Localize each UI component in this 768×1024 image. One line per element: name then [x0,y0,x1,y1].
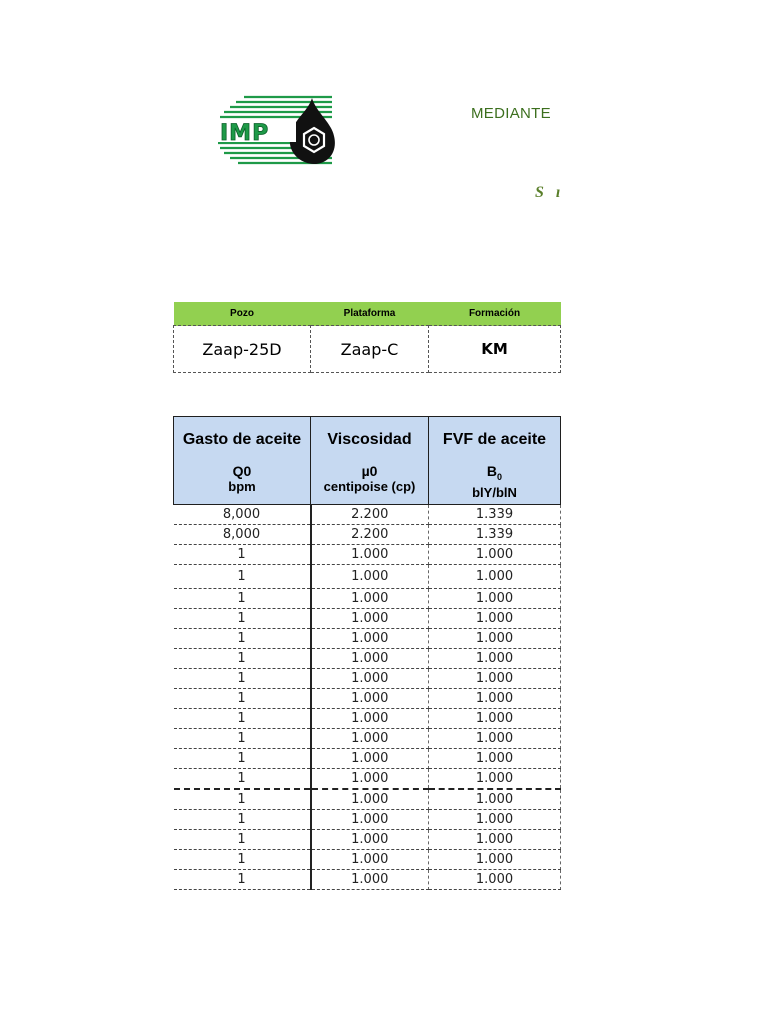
table-row [174,545,561,565]
svg-text:IMP: IMP [220,121,270,146]
fvf-cell: 1.000 [429,609,561,629]
header-symbol: µ0 [361,463,378,479]
gasto-cell: 1 [174,870,311,890]
header-gasto-de-aceite [174,417,311,505]
header-viscosidad [311,417,429,505]
fvf-cell: 1.000 [429,565,561,589]
table-row [174,729,561,749]
table-row [174,589,561,609]
formacion-value: KM [429,326,561,373]
viscosidad-cell: 1.000 [311,850,429,870]
viscosidad-cell: 1.000 [311,545,429,565]
column-header-plataforma: Plataforma [311,302,429,326]
table-row [174,689,561,709]
gasto-cell: 1 [174,709,311,729]
gasto-cell: 1 [174,810,311,830]
table-row [174,649,561,669]
gasto-cell: 1 [174,749,311,769]
table-row [174,789,561,810]
fvf-cell: 1.000 [429,629,561,649]
fvf-cell: 1.000 [429,749,561,769]
header-symbol: Q0 [232,463,252,479]
gasto-cell: 1 [174,830,311,850]
well-info-table [173,302,561,373]
column-header-pozo: Pozo [174,302,311,326]
viscosidad-cell: 1.000 [311,649,429,669]
header-fvf-de-aceite [429,417,561,505]
table-row [174,505,561,525]
table-row [174,769,561,790]
gasto-cell: 8,000 [174,505,311,525]
viscosidad-cell: 1.000 [311,709,429,729]
gasto-cell: 1 [174,729,311,749]
gasto-cell: 1 [174,609,311,629]
pozo-value: Zaap-25D [174,326,311,373]
viscosidad-cell: 2.200 [311,525,429,545]
table-row [174,709,561,729]
imp-logo [214,94,338,166]
header-unit: centipoise (cp) [323,479,416,494]
gasto-cell: 1 [174,789,311,810]
gasto-cell: 1 [174,769,311,790]
fvf-cell: 1.000 [429,589,561,609]
gasto-cell: 1 [174,850,311,870]
gasto-cell: 1 [174,689,311,709]
fvf-cell: 1.000 [429,850,561,870]
viscosidad-cell: 2.200 [311,505,429,525]
viscosidad-cell: 1.000 [311,589,429,609]
viscosidad-cell: 1.000 [311,565,429,589]
header-title: Gasto de aceite [182,431,302,448]
oil-properties-table [173,416,561,890]
viscosidad-cell: 1.000 [311,789,429,810]
table-row [174,870,561,890]
fvf-cell: 1.000 [429,830,561,850]
viscosidad-cell: 1.000 [311,669,429,689]
gasto-cell: 1 [174,545,311,565]
viscosidad-cell: 1.000 [311,749,429,769]
table-row [174,810,561,830]
fvf-cell: 1.000 [429,870,561,890]
document-heading: MEDIANTE [471,105,551,122]
header-symbol: $B_0$ [486,463,503,482]
viscosidad-cell: 1.000 [311,769,429,790]
viscosidad-cell: 1.000 [311,870,429,890]
gasto-cell: 1 [174,589,311,609]
fvf-cell: 1.000 [429,545,561,565]
column-header-formacion: Formación [429,302,561,326]
fvf-cell: 1.000 [429,709,561,729]
header-unit: bpm [228,479,256,494]
fvf-cell: 1.000 [429,689,561,709]
table-row [174,850,561,870]
fvf-cell: 1.339 [429,505,561,525]
gasto-cell: 1 [174,649,311,669]
table-row [174,629,561,649]
table-row [174,830,561,850]
fvf-cell: 1.000 [429,769,561,790]
viscosidad-cell: 1.000 [311,729,429,749]
table-body [174,505,561,890]
gasto-cell: 1 [174,669,311,689]
document-mark: S ı [535,184,565,201]
plataforma-value: Zaap-C [311,326,429,373]
header-title: Viscosidad [327,431,412,448]
fvf-cell: 1.000 [429,810,561,830]
gasto-cell: 1 [174,629,311,649]
fvf-cell: 1.339 [429,525,561,545]
table-row [174,565,561,589]
viscosidad-cell: 1.000 [311,810,429,830]
viscosidad-cell: 1.000 [311,629,429,649]
fvf-cell: 1.000 [429,669,561,689]
table-row [174,525,561,545]
table-row [174,749,561,769]
gasto-cell: 1 [174,565,311,589]
viscosidad-cell: 1.000 [311,830,429,850]
table-row [174,669,561,689]
viscosidad-cell: 1.000 [311,609,429,629]
fvf-cell: 1.000 [429,649,561,669]
viscosidad-cell: 1.000 [311,689,429,709]
header-title: FVF de aceite [442,431,547,448]
table-row [174,609,561,629]
fvf-cell: 1.000 [429,789,561,810]
gasto-cell: 8,000 [174,525,311,545]
fvf-cell: 1.000 [429,729,561,749]
header-unit: blY/blN [472,484,517,500]
